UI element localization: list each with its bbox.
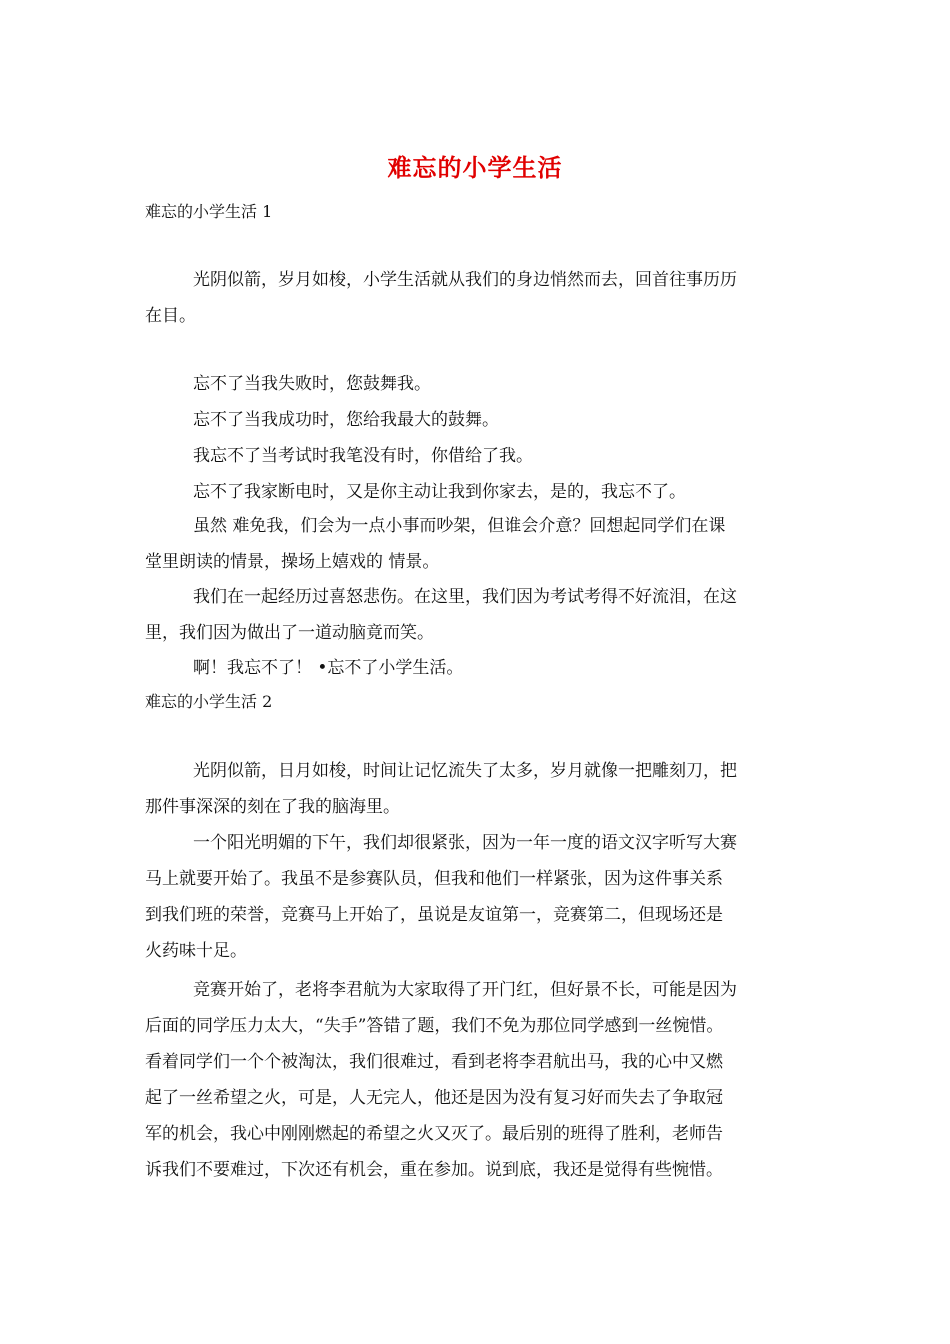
document-title: 难忘的小学生活 [387, 153, 563, 182]
paragraph-line: 忘不了当我成功时，您给我最大的鼓舞。 [193, 410, 499, 430]
paragraph-line: 在目。 [145, 306, 196, 326]
paragraph [145, 438, 805, 474]
paragraph [145, 753, 805, 825]
paragraph-line: 虽然 难免我，们会为一点小事而吵架，但谁会介意？回想起同学们在课 [193, 516, 726, 536]
paragraph-line: 光阴似箭，日月如梭，时间让记忆流失了太多，岁月就像一把雕刻刀，把 [193, 761, 737, 781]
paragraph-line: 啊！我忘不了！ •忘不了小学生活。 [193, 658, 464, 678]
paragraph [145, 474, 805, 510]
paragraph-line: 里，我们因为做出了一道动脑竟而笑。 [145, 623, 434, 643]
paragraph-line: 我忘不了当考试时我笔没有时，你借给了我。 [193, 446, 533, 466]
paragraph [145, 262, 805, 334]
paragraph-line: 那件事深深的刻在了我的脑海里。 [145, 797, 400, 817]
paragraph-line: 诉我们不要难过，下次还有机会，重在参加。说到底，我还是觉得有些惋惜。 [145, 1160, 723, 1180]
paragraph [145, 508, 805, 580]
paragraph-line: 火药味十足。 [145, 941, 247, 961]
paragraph-line: 起了一丝希望之火，可是，人无完人，他还是因为没有复习好而失去了争取冠 [145, 1088, 723, 1108]
paragraph-line: 忘不了我家断电时，又是你主动让我到你家去，是的，我忘不了。 [193, 482, 686, 502]
paragraph-line: 堂里朗读的情景，操场上嬉戏的 情景。 [145, 552, 440, 572]
section-heading-2: 难忘的小学生活 2 [145, 692, 273, 711]
section-heading-1: 难忘的小学生活 1 [145, 202, 273, 221]
paragraph-line: 马上就要开始了。我虽不是参赛队员，但我和他们一样紧张，因为这件事关系 [145, 869, 723, 889]
paragraph [145, 650, 805, 686]
paragraph-line: 军的机会，我心中刚刚燃起的希望之火又灭了。最后别的班得了胜利，老师告 [145, 1124, 723, 1144]
paragraph-line: 看着同学们一个个被淘汰，我们很难过，看到老将李君航出马，我的心中又燃 [145, 1052, 723, 1072]
paragraph-line: 忘不了当我失败时，您鼓舞我。 [193, 374, 431, 394]
paragraph-line: 竞赛开始了，老将李君航为大家取得了开门红，但好景不长，可能是因为 [193, 980, 737, 1000]
paragraph-line: 光阴似箭，岁月如梭，小学生活就从我们的身边悄然而去，回首往事历历 [193, 270, 737, 290]
paragraph [145, 402, 805, 438]
paragraph-line: 一个阳光明媚的下午，我们却很紧张，因为一年一度的语文汉字听写大赛 [193, 833, 737, 853]
paragraph [145, 366, 805, 402]
paragraph-line: 后面的同学压力太大，“失手”答错了题，我们不免为那位同学感到一丝惋惜。 [145, 1016, 724, 1036]
paragraph-line: 我们在一起经历过喜怒悲伤。在这里，我们因为考试考得不好流泪，在这 [193, 587, 737, 607]
paragraph [145, 825, 805, 969]
paragraph-line: 到我们班的荣誉，竞赛马上开始了，虽说是友谊第一，竞赛第二，但现场还是 [145, 905, 723, 925]
paragraph [145, 972, 805, 1188]
paragraph [145, 579, 805, 651]
